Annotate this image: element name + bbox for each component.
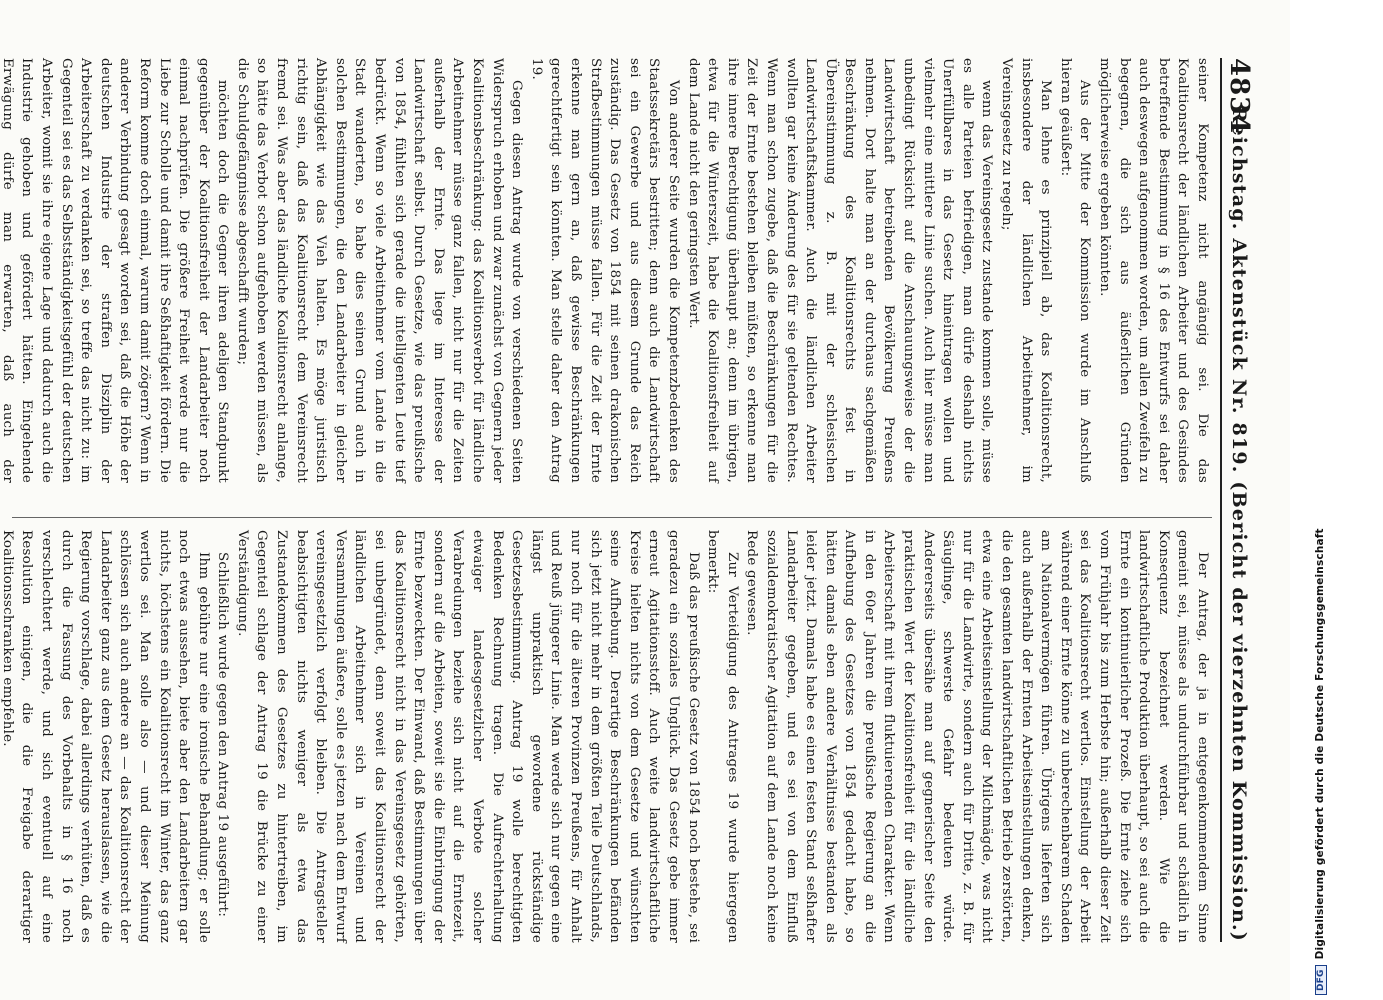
left-column: [0, 58, 1212, 483]
right-column: [0, 517, 1212, 943]
paragraph: Gegen diesen Antrag wurde von verschiedenen Seiten Widerspruch erhoben und zwar zunächst von Gegnern jeder Koalitionsbeschränkung: das Koalitionsverbot für ländliche Arbeitnehmer müsse ganz fallen, nicht nur für die Zeiten außerhalb der Ernte. Das liege im Interesse der Landwirtschaft selbst. Durch Gesetze, wie das preußische von 1854, fühlten sich gerade die intelligenten Leute tief bedrückt. Wenn so viele Arbeitnehmer vom Lande in die Stadt wanderten, so habe dies seinen Grund auch in solchen Bestimmungen, die den Landarbeiter in gleicher Abhängigkeit wie das Vieh halten. Es möge juristisch richtig sein, daß das Koalitionsrecht dem Vereinsrecht fremd sei. Was aber das ländliche Koalitionsrecht anlange, so hätte das Verbot schon aufgehoben werden müssen, als die Schuldgefängnisse abgeschafft wurden;: [234, 58, 525, 483]
digitization-credit: [1314, 528, 1327, 995]
paragraph: wenn das Vereinsgesetz zustande kommen solle, müsse es alle Parteien befriedigen, man dürfe deshalb nichts Unerfüllbares in das Gesetz hineintragen wollen und vielmehr eine mittlere Linie suchen. Auch hier müsse man unbedingt Rücksicht auf die Anschauungsweise der die Landwirtschaft betreibenden Bevölkerung Preußens nehmen. Dort halte man an der durchaus sachgemäßen Beschränkung des Koalitionsrechts fest in Übereinstimmung z. B. mit der schlesischen Landwirtschaftskammer. Auch die ländlichen Arbeiter wollten gar keine Änderung des für sie geltenden Rechtes. Wenn man schon zugebe, daß die Beschränkungen für die Zeit der Ernte bestehen bleiben müßten, so erkenne man ihre innere Berechtigung überhaupt an; denn im übrigen, etwa für die Winterszeit, habe die Koalitionsfreiheit auf dem Lande nicht den geringsten Wert.: [685, 58, 995, 483]
paragraph: Ihm gebühre nur eine ironische Behandlung; er solle noch etwas aussehen, biete aber den Landarbeitern gar nichts, höchstens ein Koalitionsrecht im Winter, das ganz wertlos sei. Man solle also — und dieser Meinung schlössen sich auch andere an — das Koalitionsrecht der Landarbeiter ganz aus dem Gesetz herauslassen, wie die Regierung vorschlage, dabei allerdings verhüten, daß es durch die Fassung des Vorbehalts in § 16 noch verschlechtert werde, und sich eventuell auf eine Resolution einigen, die die Freigabe derartiger Koalitionsschranken empfehle.: [0, 530, 211, 943]
paragraph: Man lehne es prinzipiell ab, das Koalitionsrecht, insbesondere der ländlichen Arbeitnehmer, im Vereinsgesetz zu regeln;: [999, 58, 1054, 483]
paragraph: Schließlich wurde gegen den Antrag 19 ausgeführt:: [215, 552, 231, 918]
page-header: [1220, 58, 1256, 942]
page-number: 4834: [1224, 58, 1254, 135]
paragraph: seiner Kompetenz nicht angängig sei. Die das Koalitionsrecht der ländlichen Arbeiter und des Gesindes betreffende Bestimmung in § 16 des Entwurfs sei daher auch deswegen aufgenommen worden, um allen Zweifeln zu begegnen, die sich aus äußerlichen Gründen möglicherweise ergeben könnten.: [1097, 58, 1210, 483]
dfg-logo-icon: DFG: [1315, 965, 1327, 995]
paragraph: Zur Verteidigung des Antrages 19 wurde hiergegen bemerkt:: [705, 530, 740, 943]
digitization-credit-text: Digitalisierung gefördert durch die Deutsche Forschungsgemeinschaft: [1314, 528, 1326, 960]
paragraph: Von anderer Seite wurden die Kompetenzbedenken des Staatssekretärs bestritten; denn auch die Landwirtschaft sei ein Gewerbe und aus diesem Grunde das Reich zuständig. Das Gesetz von 1854 mit seinen drakonischen Strafbestimmungen müsse fallen. Für die Zeit der Ernte erkenne man gern an, daß gewisse Beschränkungen gerechtfertigt sein könnten. Man stelle daher den Antrag 19.: [528, 58, 681, 483]
running-head: Reichstag. Aktenstück Nr. 819. (Bericht der vierzehnten Kommission.): [1228, 106, 1250, 942]
paragraph: Aus der Mitte der Kommission wurde im Anschluß hieran geäußert:: [1057, 58, 1093, 483]
paragraph: Daß das preußische Gesetz von 1854 noch bestehe, sei geradezu ein soziales Unglück. Das Gesetz gebe immer erneut Agitationsstoff. Auch weite landwirtschaftliche Kreise hielten nichts von dem Gesetze und wünschten seine Aufhebung. Derartige Beschränkungen befänden sich jetzt nicht mehr in dem größten Teile Deutschlands, nur noch für die älteren Provinzen Preußens, für Anhalt und Reuß jüngerer Linie. Man werde sich nur gegen eine längst unpraktisch gewordene rückständige Gesetzesbestimmung. Antrag 19 wolle berechtigten Bedenken Rechnung tragen. Die Aufrechterhaltung etwaiger landesgesetzlicher Verbote solcher Verabredungen beziehe sich nicht auf die Erntezeit, sondern auf die Arbeiten, soweit sie die Einbringung der Ernte bezweckten. Der Einwand, daß Bestimmungen über das Koalitionsrecht nicht in das Vereinsgesetz gehörten, sei unbegründet, denn soweit das Koalitionsrecht der ländlichen Arbeitnehmer sich in Vereinen und Versammlungen äußere, solle es jetzen nach dem Entwurf vereinsgesetzlich verfolgt bleiben. Die Antragsteller beabsichtigten nichts weniger als etwa das Zustandekommen des Gesetzes zu hintertreiben, im Gegenteil schlage der Antrag 19 die Brücke zu einer Verständigung.: [234, 530, 701, 943]
paragraph: möchten doch die Gegner ihren adeligen Standpunkt gegenüber der Koalitionsfreiheit der Landarbeiter noch einmal nachprüfen. Die größere Freiheit werde nur die Liebe zur Scholle und damit ihre Seßhaftigkeit fördern. Die Reform komme doch einmal, warum damit zögern? Wenn in anderer Verbindung gesagt worden sei, daß die Höhe der deutschen Industrie der straffen Disziplin der Arbeiterschaft zu verdanken sei, so treffe das nicht zu: im Gegenteil sei es das Selbstständigkeitsgefühl der deutschen Arbeiter, womit sie ihre eigene Lage und dadurch auch die Industrie gehoben und gefördert hätten. Eingehende Erwägung dürfe man erwarten, daß auch der: [0, 58, 231, 483]
paragraph: Der Antrag, der ja in entgegenkommendem Sinne gemeint sei, müsse als undurchführbar und schädlich in Konsequenz bezeichnet werden. Wie die landwirtschaftliche Produktion überhaupt, so sei auch die Ernte ein kontinuierlicher Prozeß. Die Ernte ziehe sich vom Frühjahr bis zum Herbste hin; außerhalb dieser Zeit sei das Koalitionsrecht wertlos. Einstellung der Arbeit während einer Ernte könne zu unberechenbarem Schaden am Nationalvermögen führen. Übrigens lieferten sich auch außerhalb der Ernten Arbeitseinstellungen denken, die den gesamten landwirtschaftlichen Betrieb zerstörten, etwa eine Arbeitseinstellung der Milchmägde, was nicht nur für die Landwirte, sondern auch für Dritte, z. B. für Säuglinge, schwerste Gefahr bedeuten würde. Andererseits übersähe man auf gegnerischer Seite den praktischen Wert der Koalitionsfreiheit für die ländliche Arbeiterschaft mit ihrem fluktuierenden Charakter. Wenn in den 60er Jahren die preußische Regierung an die Aufhebung des Gesetzes von 1854 gedacht habe, so hätten damals eben andere Verhältnisse bestanden als leider jetzt. Damals habe es einen festen Stand seßhafter Landarbeiter gegeben, und es sei von dem Einfluß sozialdemokratischer Agitation auf dem Lande noch keine Rede gewesen.: [744, 530, 1210, 943]
